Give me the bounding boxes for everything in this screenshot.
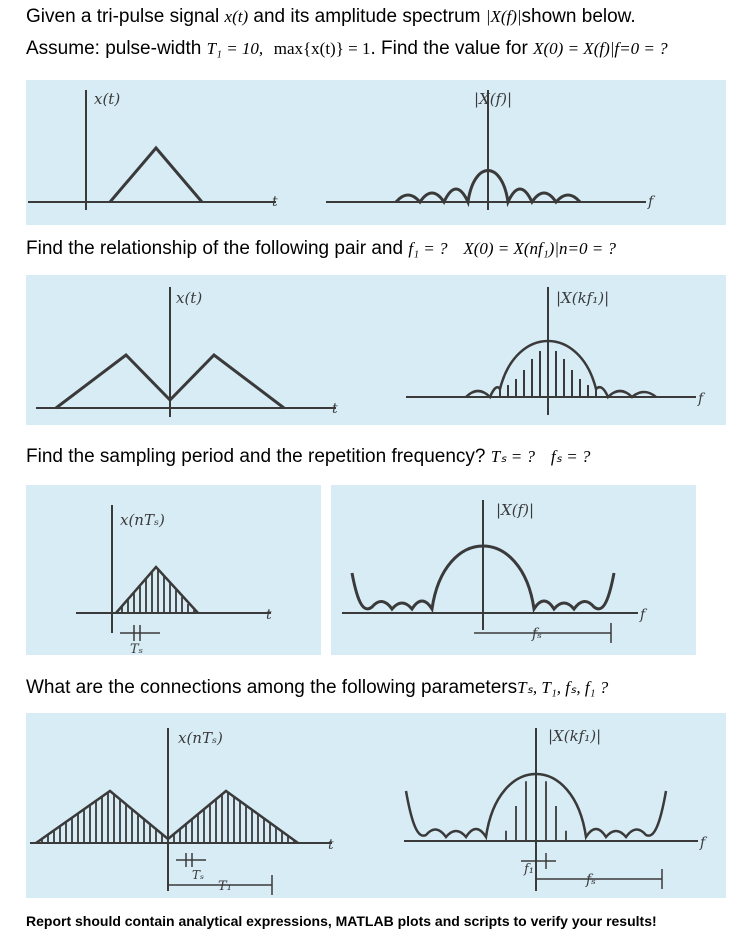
fig1-left-label: x(t) (94, 90, 121, 108)
fig3-right-label: |X(f)| (496, 501, 535, 519)
q1-expr-t1: T₁ = 10, (206, 39, 264, 58)
q4-expr-params: Tₛ, T₁, fₛ, f₁ ? (517, 678, 609, 697)
q1-text-c: shown below. (521, 6, 636, 27)
figure-1 (26, 80, 726, 225)
figure-2 (26, 275, 726, 425)
fig1-axis-f: f (648, 194, 654, 210)
q3-expr-fs: fₛ = ? (550, 447, 591, 466)
q1-line1 (26, 6, 636, 28)
q1-text-e: . Find the value for (370, 38, 534, 59)
q4-line (26, 677, 608, 699)
q1-text-b: and its amplitude spectrum (248, 6, 486, 27)
q1-expr-x0: X(0) = X(f)|f=0 = ? (533, 39, 668, 58)
fig4-ts-label: Tₛ (192, 868, 205, 882)
q1-expr-max: max{x(t)} = 1 (273, 39, 371, 58)
q1-text-a: Given a tri-pulse signal (26, 6, 225, 27)
fig3-left-label: x(nTₛ) (120, 511, 165, 529)
q2-expr-f1: f₁ = ? (408, 239, 448, 258)
q2-line (26, 238, 616, 260)
q3-expr-ts: Tₛ = ? (490, 447, 536, 466)
fig4-right-label: |X(kf₁)| (548, 727, 602, 745)
q1-text-d: Assume: pulse-width (26, 38, 207, 59)
fig2-left-label: x(t) (176, 289, 203, 307)
fig3-period-label: Tₛ (130, 642, 144, 655)
fig2-right-label: |X(kf₁)| (556, 289, 610, 307)
q3-text-a: Find the sampling period and the repetition frequency? (26, 446, 486, 467)
fig3-axis-f: f (640, 607, 646, 623)
q1-line2 (26, 38, 668, 60)
q1-spectrum: |X(f)| (485, 7, 522, 26)
fig4-axis-f: f (700, 835, 706, 851)
fig4-axis-t: t (328, 837, 334, 853)
q2-text-a: Find the relationship of the following pair and (26, 238, 409, 259)
fig3-axis-t: t (266, 607, 272, 623)
fig1-right-label: |X(f)| (474, 90, 513, 108)
figure-4 (26, 713, 726, 898)
fig1-axis-t: t (272, 194, 278, 210)
fig4-left-label: x(nTₛ) (178, 729, 223, 747)
figure-3 (26, 485, 696, 655)
q3-line (26, 446, 590, 468)
fig2-axis-f: f (698, 391, 704, 407)
fig4-f1-label: f₁ (524, 862, 535, 877)
fig4-fs-label: fₛ (586, 872, 596, 888)
q1-signal: x(t) (224, 7, 249, 26)
q2-expr-x0: X(0) = X(nf₁)|n=0 = ? (463, 239, 616, 258)
q4-text-a: What are the connections among the following parameters (26, 677, 518, 698)
footer-note: Report should contain analytical expressions, MATLAB plots and scripts to verify your results! (26, 913, 657, 929)
fig3-freq-label: fₛ (532, 626, 542, 642)
fig4-t1-label: T₁ (218, 879, 232, 894)
fig2-axis-t: t (332, 401, 338, 417)
